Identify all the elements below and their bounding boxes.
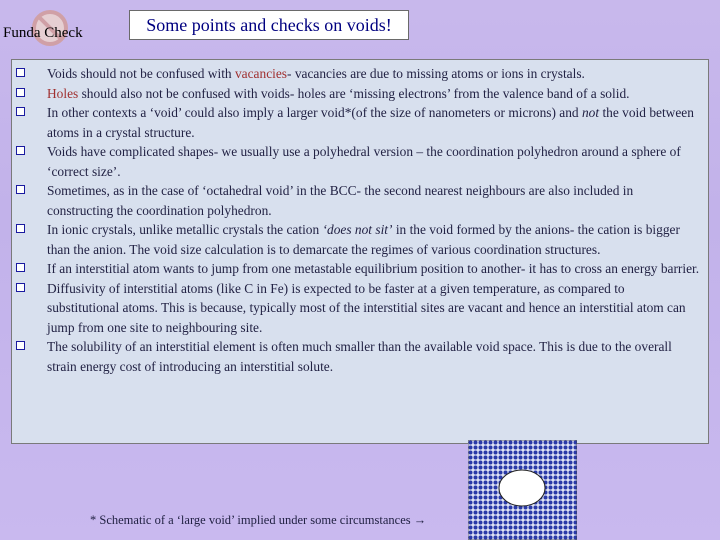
funda-check-logo <box>0 4 110 48</box>
point-text: Voids have complicated shapes- we usually use a polyhedral version – the coordination polyhedron around a sphere of ‘correct size’. <box>47 144 681 179</box>
list-item <box>14 103 700 142</box>
list-item <box>14 84 700 104</box>
hollow-square-bullet-icon <box>16 88 25 97</box>
hollow-square-bullet-icon <box>16 68 25 77</box>
point-text: in the void formed by the anions- the cation is bigger than the anion. The void size calculation is to demarcate the regimes of various coordination structures. <box>47 222 680 257</box>
point-highlight: Holes <box>47 85 79 101</box>
funda-check-label: Funda Check <box>3 25 83 41</box>
point-text: In ionic crystals, unlike metallic crystals the cation <box>47 222 323 237</box>
list-item <box>14 337 700 376</box>
point-text: Voids should not be confused with <box>47 66 235 81</box>
point-highlight: vacancies <box>234 66 288 81</box>
hollow-square-bullet-icon <box>16 224 25 233</box>
hollow-square-bullet-icon <box>16 263 25 272</box>
point-text: In other contexts a ‘void’ could also imply a larger void*(of the size of nanometers or microns) and <box>47 105 582 120</box>
list-item <box>14 220 700 259</box>
hollow-square-bullet-icon <box>16 146 25 155</box>
list-item <box>14 142 700 181</box>
hollow-square-bullet-icon <box>16 283 25 292</box>
point-text: If an interstitial atom wants to jump from one metastable equilibrium position to another- it has to cross an energy barrier. <box>47 261 700 276</box>
point-text: should also not be confused with voids- holes are ‘missing electrons’ from the valence band of a solid. <box>78 85 630 101</box>
hollow-square-bullet-icon <box>16 107 25 116</box>
list-item <box>14 64 700 84</box>
point-text: The solubility of an interstitial element is often much smaller than the available void space. This is due to the overall strain energy cost of introducing an interstitial solute. <box>47 339 672 374</box>
large-void-schematic <box>468 440 577 540</box>
list-item <box>14 279 700 338</box>
point-text: Sometimes, as in the case of ‘octahedral void’ in the BCC- the second nearest neighbours are also included in constructing the coordination polyhedron. <box>47 183 634 218</box>
content-box <box>11 59 709 444</box>
point-emphasis: ‘does not sit’ <box>322 222 393 237</box>
schematic-caption: * Schematic of a ‘large void’ implied under some circumstances → <box>90 513 427 527</box>
point-emphasis: not <box>581 105 600 120</box>
bullet-list <box>14 64 700 376</box>
void-ellipse <box>499 470 545 506</box>
hollow-square-bullet-icon <box>16 341 25 350</box>
hollow-square-bullet-icon <box>16 185 25 194</box>
point-text: Diffusivity of interstitial atoms (like C in Fe) is expected to be faster at a given temperature, as compared to substitutional atoms. This is because, typically most of the interstitial sites are vacant and hence an interstitial atom can jump from one site to neighbouring site. <box>47 280 686 335</box>
point-text: the void between atoms in a crystal structure. <box>47 105 694 140</box>
point-text: - vacancies are due to missing atoms or ions in crystals. <box>287 66 585 81</box>
list-item <box>14 181 700 220</box>
list-item <box>14 259 700 279</box>
page-title: Some points and checks on voids! <box>129 10 409 40</box>
